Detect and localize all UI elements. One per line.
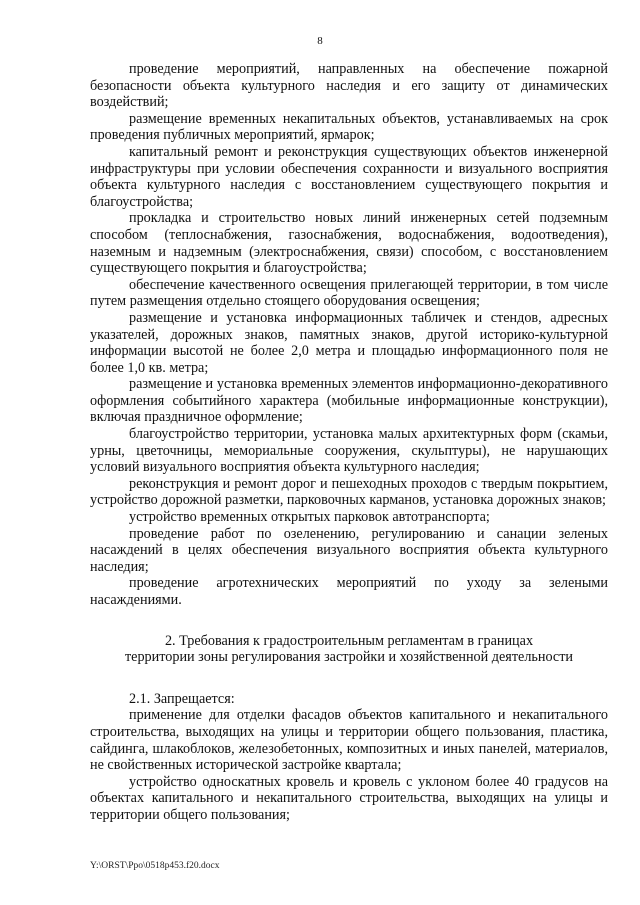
paragraph-temporary-parking: устройство временных открытых парковок автотранспорта; <box>129 509 490 526</box>
paragraph-engineering-networks: прокладка и строительство новых линий инженерных сетей подземным способом (теплоснабжения, газоснабжения, водоснабжения, водоотведения), наземным и надземным (электроснабжения, связи) способом, с восстановлением существующего покрытия и благоустройства; <box>90 210 608 277</box>
section-heading-line-2: территории зоны регулирования застройки и хозяйственной деятельности <box>124 649 574 666</box>
paragraph-agrotechnical: проведение агротехнических мероприятий по уходу за зелеными насаждениями. <box>90 575 608 608</box>
paragraph-fire-safety: проведение мероприятий, направленных на обеспечение пожарной безопасности объекта культурного наследия и его защиту от динамических воздействий; <box>90 61 608 111</box>
footer-file-path: Y:\ORST\Ppo\0518p453.f20.docx <box>90 861 220 871</box>
paragraph-greening: проведение работ по озеленению, регулированию и санации зеленых насаждений в целях обеспечения визуального восприятия объекта культурного наследия; <box>90 525 608 575</box>
document-body <box>90 61 608 824</box>
page-number: 8 <box>317 35 323 47</box>
section-heading <box>90 633 608 666</box>
paragraph-decorative-elements: размещение и установка временных элементов информационно-декоративного оформления событийного характера (мобильные информационные конструкции), включая праздничное оформление; <box>90 376 608 426</box>
paragraph-infrastructure-repair: капитальный ремонт и реконструкция существующих объектов инженерной инфраструктуры при условии обеспечения сохранности и визуального восприятия объекта культурного наследия с восстановлением существующего покрытия и благоустройства; <box>90 143 608 210</box>
paragraph-lighting: обеспечение качественного освещения прилегающей территории, в том числе путем размещения отдельно стоящего оборудования освещения; <box>90 276 608 310</box>
section-heading-line-1: 2. Требования к градостроительным регламентам в границах <box>164 632 534 649</box>
paragraph-landscaping: благоустройство территории, установка малых архитектурных форм (скамьи, урны, цветочницы, мемориальные сооружения, скульптуры), не нарушающих условий визуального восприятия объекта культурного наследия; <box>90 426 608 476</box>
paragraph-information-signs: размещение и установка информационных табличек и стендов, адресных указателей, дорожных знаков, памятных знаков, другой историко-культурной информации высотой не более 2,0 метра и площадью информационного поля не более 1,0 кв. метра; <box>90 309 608 376</box>
subsection-heading: 2.1. Запрещается: <box>129 690 235 707</box>
paragraph-roof-slope: устройство односкатных кровель и кровель с уклоном более 40 градусов на объектах капитального и некапитального строительства, выходящих на улицы и территории общего пользования; <box>90 773 608 823</box>
paragraph-temporary-objects: размещение временных некапитальных объектов, устанавливаемых на срок проведения публичных мероприятий, ярмарок; <box>90 110 608 144</box>
paragraph-road-repair: реконструкция и ремонт дорог и пешеходных проходов с твердым покрытием, устройство дорожной разметки, парковочных карманов, установка дорожных знаков; <box>90 475 608 509</box>
paragraph-facade-materials: применение для отделки фасадов объектов капитального и некапитального строительства, выходящих на улицы и территории общего пользования, пластика, сайдинга, шлакоблоков, железобетонных, композитных и иных панелей, материалов, не свойственных исторической застройке квартала; <box>90 707 608 774</box>
